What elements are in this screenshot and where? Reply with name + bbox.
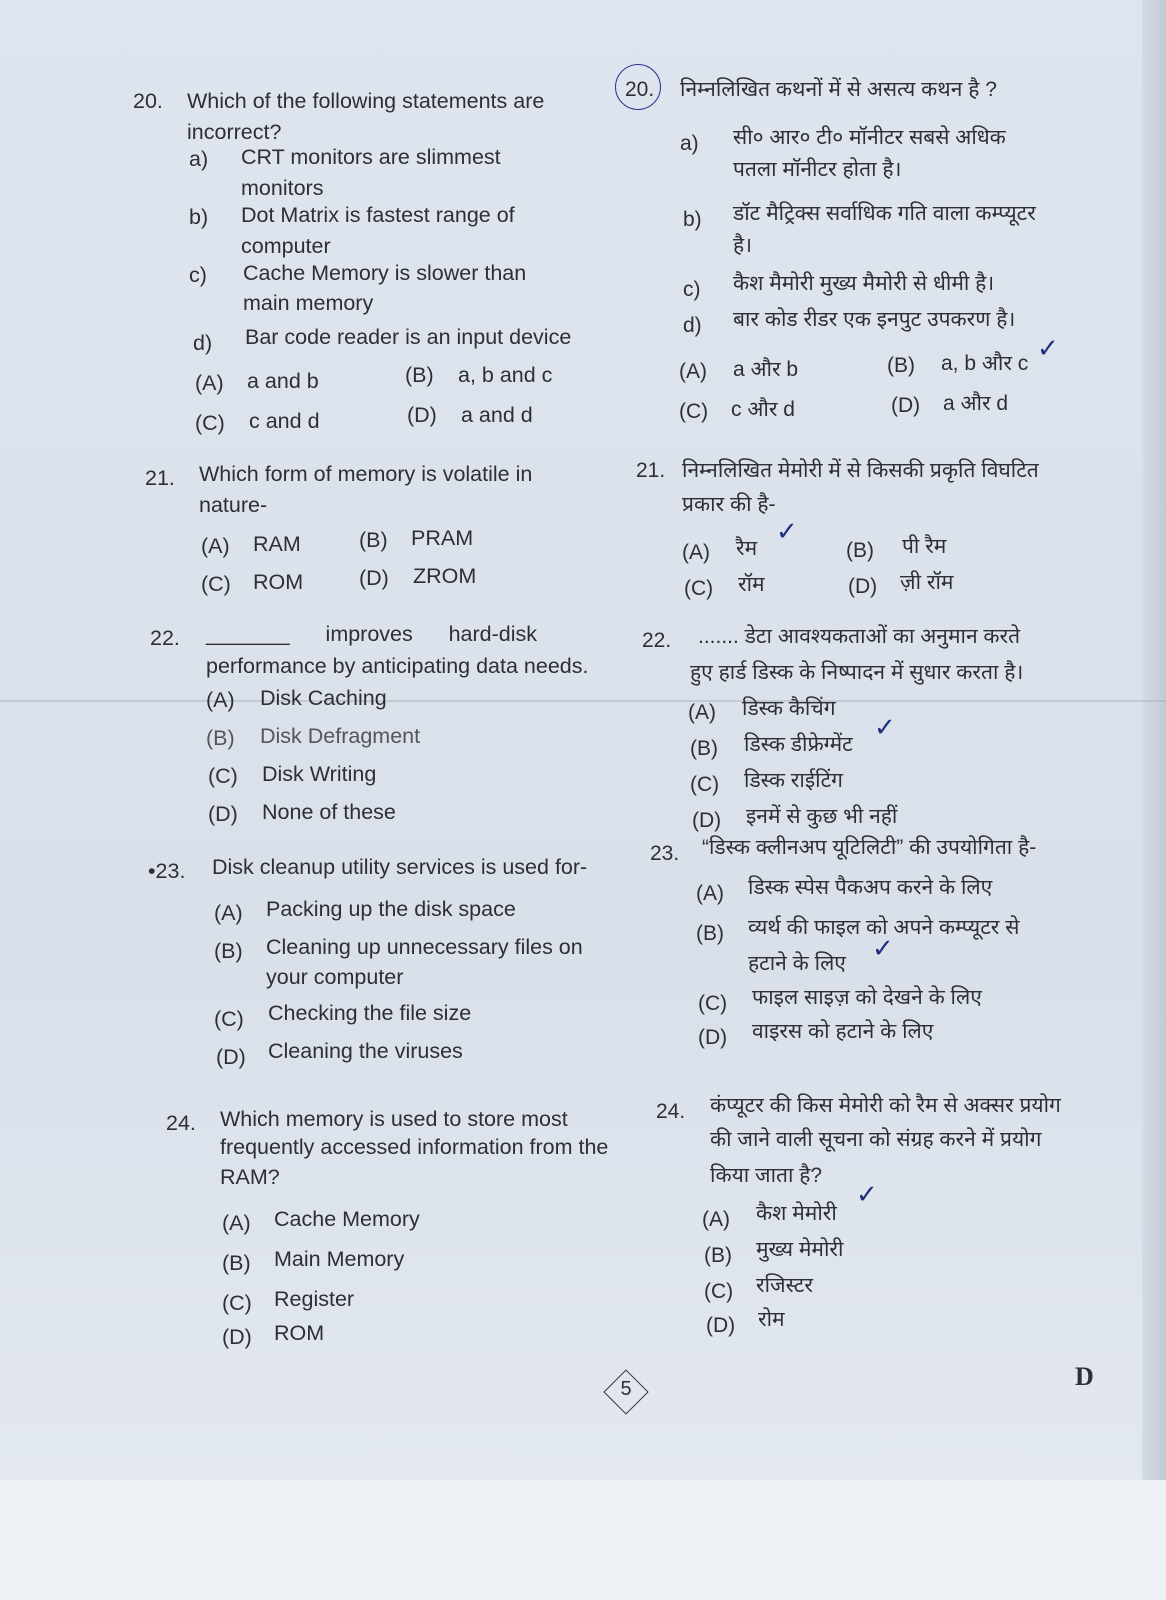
- option-text: a और d: [943, 392, 1009, 415]
- option-label: (C): [208, 764, 238, 788]
- page-number: 5: [620, 1378, 632, 1400]
- option-label: (D): [848, 575, 878, 598]
- question-stem: Which memory is used to store most: [220, 1107, 568, 1131]
- set-code: D: [1075, 1362, 1094, 1391]
- option-label: (C): [195, 411, 225, 435]
- option-text: PRAM: [411, 526, 474, 550]
- option-label: (A): [195, 371, 224, 395]
- statement-text: सी० आर० टी० मॉनीटर सबसे अधिक: [733, 126, 1006, 149]
- question-stem: कंप्यूटर की किस मेमोरी को रैम से अक्सर प्रयोग: [710, 1094, 1061, 1117]
- option-text: Cache Memory: [274, 1207, 420, 1231]
- question-23-hi: [650, 838, 1090, 1058]
- question-stem: ....... डेटा आवश्यकताओं का अनुमान करते: [698, 625, 1021, 648]
- question-number: 20.: [625, 78, 655, 101]
- option-text: c and d: [249, 409, 320, 433]
- option-text: None of these: [262, 800, 396, 824]
- option-label: (B): [846, 539, 874, 562]
- question-stem: की जाने वाली सूचना को संग्रह करने में प्रयोग: [710, 1128, 1042, 1151]
- option-label: (C): [679, 400, 709, 423]
- question-number: 21.: [145, 466, 175, 490]
- statement-label: b): [683, 208, 702, 231]
- option-text: फाइल साइज़ को देखने के लिए: [752, 986, 982, 1009]
- question-21-hi: [636, 455, 1086, 605]
- option-text: a and d: [461, 403, 533, 427]
- option-text: Disk Caching: [260, 686, 387, 710]
- question-stem: _______ improves hard-disk: [206, 622, 538, 646]
- question-stem: Which form of memory is volatile in: [199, 462, 533, 486]
- check-mark-icon: ✓: [874, 713, 896, 743]
- statement-label: a): [680, 132, 699, 155]
- option-text: a, b और c: [941, 352, 1029, 375]
- question-number: 20.: [133, 89, 163, 113]
- option-text: डिस्क राईटिंग: [744, 769, 843, 792]
- option-label: (B): [696, 922, 724, 945]
- statement-text: monitors: [241, 176, 324, 200]
- option-label: (C): [698, 992, 728, 1015]
- question-22-hi: [642, 625, 1092, 835]
- option-text: Cleaning up unnecessary files on: [266, 935, 583, 959]
- question-stem: प्रकार की है-: [682, 493, 776, 516]
- question-stem: निम्नलिखित मेमोरी में से किसकी प्रकृति विघटित: [682, 459, 1039, 482]
- option-label: (D): [891, 394, 921, 417]
- option-text: Main Memory: [274, 1247, 405, 1271]
- question-23-en: [148, 856, 598, 1086]
- option-label: (B): [206, 726, 235, 750]
- check-mark-icon: ✓: [872, 934, 894, 964]
- option-text: c और d: [731, 398, 795, 421]
- option-text: डिस्क डीफ्रेग्मेंट: [744, 733, 853, 756]
- question-stem: किया जाता है?: [710, 1164, 823, 1187]
- option-label: (A): [201, 534, 230, 558]
- question-22-en: [150, 623, 590, 843]
- option-label: (C): [684, 577, 714, 600]
- question-24-hi: [656, 1096, 1096, 1356]
- option-label: (A): [682, 541, 710, 564]
- option-label: (B): [704, 1244, 732, 1267]
- question-stem: frequently accessed information from the: [220, 1135, 609, 1159]
- question-number: 24.: [166, 1111, 196, 1135]
- question-stem: “डिस्क क्लीनअप यूटिलिटी” की उपयोगिता है-: [702, 836, 1037, 859]
- question-stem: Disk cleanup utility services is used for-: [212, 855, 588, 879]
- statement-label: b): [189, 205, 209, 229]
- option-label: (B): [405, 363, 434, 387]
- statement-text: Dot Matrix is fastest range of: [241, 203, 515, 227]
- option-text: a and b: [247, 369, 319, 393]
- option-label: (A): [222, 1211, 251, 1235]
- question-number: 22.: [150, 626, 180, 650]
- option-label: (B): [214, 939, 243, 963]
- check-mark-icon: ✓: [856, 1180, 878, 1210]
- option-label: (A): [702, 1208, 730, 1231]
- option-text: Disk Writing: [262, 762, 377, 786]
- statement-text: बार कोड रीडर एक इनपुट उपकरण है।: [733, 308, 1016, 331]
- option-text: पी रैम: [902, 535, 947, 558]
- question-stem: Which of the following statements are: [187, 89, 545, 113]
- option-text: ROM: [274, 1321, 325, 1345]
- page-edge: [1142, 0, 1166, 1500]
- option-text: Disk Defragment: [260, 724, 421, 748]
- option-label: (C): [704, 1280, 734, 1303]
- option-label: (B): [222, 1251, 251, 1275]
- option-label: (C): [690, 773, 720, 796]
- option-label: (D): [692, 809, 722, 832]
- option-text: ROM: [253, 570, 304, 594]
- question-number: 21.: [636, 459, 666, 482]
- question-20-hi: [625, 74, 1095, 434]
- option-text: रजिस्टर: [756, 1274, 813, 1297]
- question-stem: निम्नलिखित कथनों में से असत्य कथन है ?: [680, 78, 997, 101]
- statement-text: Bar code reader is an input device: [245, 325, 572, 349]
- option-label: (C): [201, 572, 231, 596]
- question-20-en: [133, 86, 573, 446]
- statement-text: main memory: [243, 291, 374, 315]
- statement-label: c): [683, 278, 701, 301]
- option-label: (B): [887, 354, 915, 377]
- statement-label: c): [189, 263, 207, 287]
- statement-text: CRT monitors are slimmest: [241, 145, 501, 169]
- option-label: (D): [359, 566, 389, 590]
- question-number: 23.: [650, 842, 680, 865]
- option-label: (D): [698, 1026, 728, 1049]
- option-text: Packing up the disk space: [266, 897, 516, 921]
- statement-label: a): [189, 147, 209, 171]
- option-label: (A): [214, 901, 243, 925]
- question-24-en: [166, 1107, 609, 1368]
- statement-text: पतला मॉनीटर होता है।: [733, 158, 902, 181]
- question-stem: हुए हार्ड डिस्क के निष्पादन में सुधार करता है।: [690, 661, 1024, 684]
- option-text: RAM: [253, 532, 301, 556]
- option-label: (A): [679, 360, 707, 383]
- option-label: (A): [696, 882, 724, 905]
- question-stem: incorrect?: [187, 120, 282, 144]
- option-label: (B): [690, 737, 718, 760]
- option-text: डिस्क कैचिंग: [742, 697, 836, 720]
- statement-text: है।: [733, 234, 753, 257]
- statement-label: d): [193, 331, 213, 355]
- statement-label: d): [683, 314, 702, 337]
- option-label: (D): [706, 1314, 736, 1337]
- question-stem: performance by anticipating data needs.: [206, 654, 589, 678]
- option-label: (D): [208, 802, 238, 826]
- option-text: ज़ी रॉम: [900, 571, 954, 594]
- option-label: (A): [206, 688, 235, 712]
- option-text: हटाने के लिए: [748, 952, 846, 975]
- statement-text: कैश मैमोरी मुख्य मैमोरी से धीमी है।: [733, 272, 995, 295]
- option-text: a और b: [733, 358, 799, 381]
- option-text: व्यर्थ की फाइल को अपने कम्प्यूटर से: [748, 916, 1020, 939]
- question-stem: RAM?: [220, 1165, 280, 1189]
- option-text: ZROM: [413, 564, 477, 588]
- option-text: वाइरस को हटाने के लिए: [752, 1020, 934, 1043]
- option-text: Cleaning the viruses: [268, 1039, 463, 1063]
- statement-text: Cache Memory is slower than: [243, 261, 527, 285]
- option-text: कैश मेमोरी: [756, 1202, 837, 1225]
- question-number: 24.: [656, 1100, 686, 1123]
- check-mark-icon: ✓: [1037, 334, 1059, 364]
- question-21-en: [145, 463, 585, 603]
- option-text: a, b and c: [458, 363, 553, 387]
- statement-text: डॉट मैट्रिक्स सर्वाधिक गति वाला कम्प्यूटर: [733, 202, 1036, 225]
- option-label: (D): [216, 1045, 246, 1069]
- option-label: (D): [222, 1325, 252, 1349]
- option-text: रॉम: [738, 573, 765, 596]
- page-bottom: [0, 1480, 1166, 1600]
- option-text: रोम: [758, 1308, 785, 1331]
- option-text: Register: [274, 1287, 355, 1311]
- check-mark-icon: ✓: [776, 517, 798, 547]
- question-number: 22.: [642, 629, 672, 652]
- option-text: Checking the file size: [268, 1001, 472, 1025]
- option-label: (C): [222, 1291, 252, 1315]
- question-stem: nature-: [199, 493, 268, 517]
- option-label: (D): [407, 403, 437, 427]
- option-text: your computer: [266, 965, 404, 989]
- option-text: मुख्य मेमोरी: [756, 1238, 844, 1261]
- option-label: (B): [359, 528, 388, 552]
- question-number: •23.: [148, 859, 186, 883]
- option-text: डिस्क स्पेस पैकअप करने के लिए: [748, 876, 993, 899]
- statement-text: computer: [241, 234, 331, 258]
- option-text: रैम: [736, 537, 758, 560]
- option-text: इनमें से कुछ भी नहीं: [746, 805, 898, 828]
- option-label: (C): [214, 1007, 244, 1031]
- option-label: (A): [688, 701, 716, 724]
